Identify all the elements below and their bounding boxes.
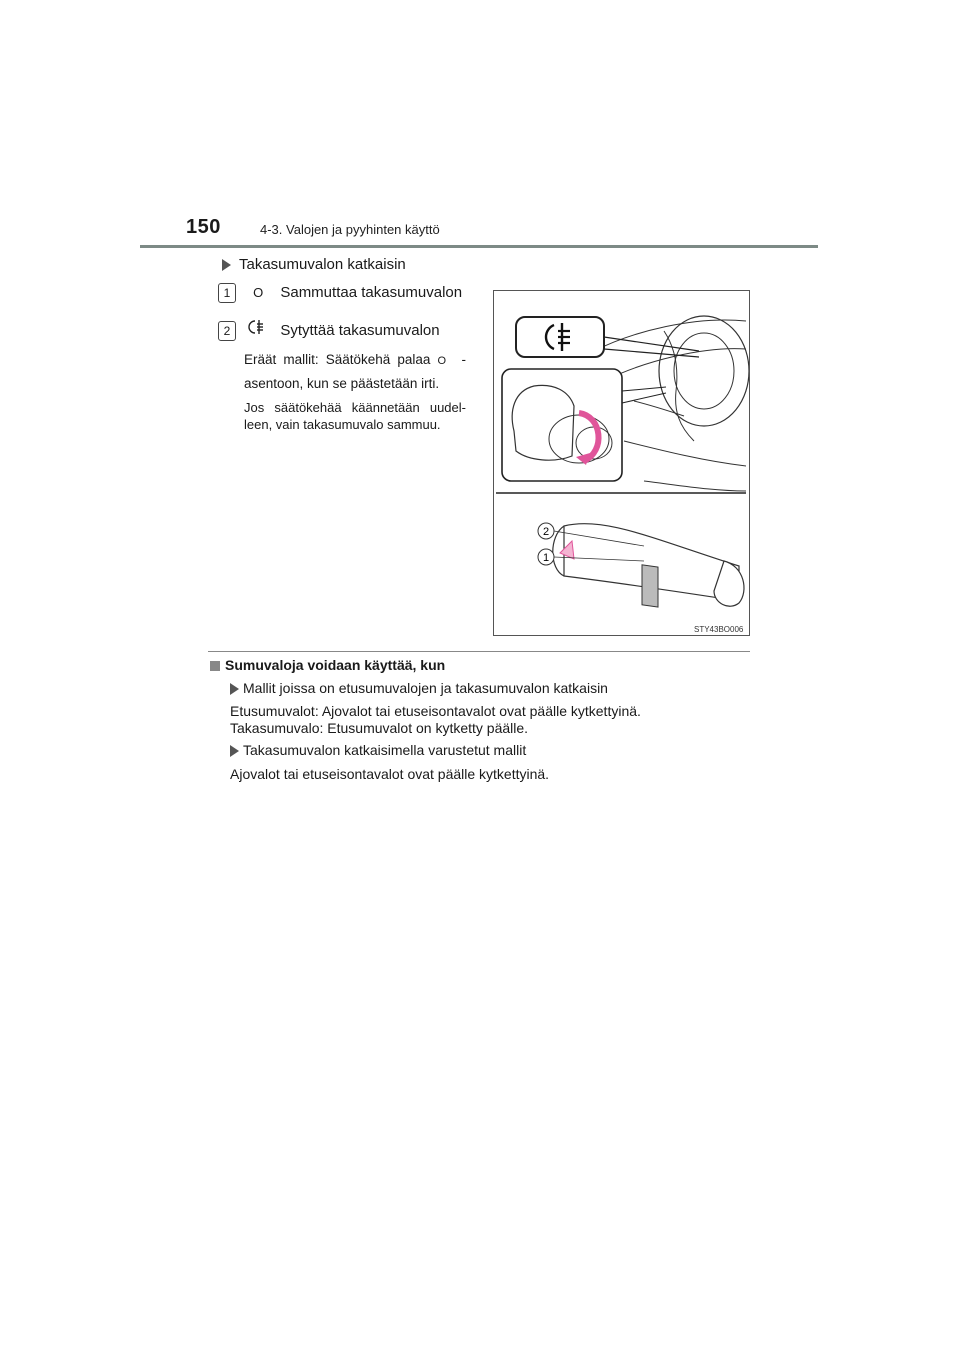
header-rule (140, 245, 818, 248)
triangle-bullet-icon (222, 259, 231, 271)
note-line-3: Jos säätökehää käännetään uudel- (244, 400, 466, 415)
model-b-heading: Takasumuvalon katkaisimella varustetut mallit (230, 742, 526, 758)
switch-illustration (493, 290, 750, 636)
item-number-2: 2 (218, 321, 236, 341)
section-title: 4-3. Valojen ja pyyhinten käyttö (260, 222, 440, 237)
triangle-bullet-icon (230, 745, 239, 757)
item-number-1: 1 (218, 283, 236, 303)
model-a-line-2: Takasumuvalo: Etusumuvalot on kytketty päälle. (230, 720, 529, 736)
model-a-line-1: Etusumuvalot: Ajovalot tai etuseisontavalot ovat päälle kytkettyinä. (230, 703, 641, 719)
switch-heading (222, 256, 406, 273)
item-off-text: Sammuttaa takasumuvalon (280, 284, 463, 301)
page-number: 150 (186, 216, 221, 238)
model-a-heading: Mallit joissa on etusumuvalojen ja takasumuvalon katkaisin (230, 680, 608, 696)
figure-code: STY43BO006 (694, 625, 744, 634)
off-position-icon: O (253, 285, 264, 300)
rear-fog-icon (240, 319, 276, 338)
switch-heading-text: Takasumuvalon katkaisin (239, 256, 406, 273)
usage-heading: Sumuvaloja voidaan käyttää, kun (210, 657, 445, 673)
item-on-text: Sytyttää takasumuvalon (280, 322, 440, 339)
section-divider (208, 651, 750, 652)
square-bullet-icon (210, 661, 220, 671)
note-line-2: asentoon, kun se päästetään irti. (244, 376, 440, 391)
item-on (218, 319, 440, 341)
triangle-bullet-icon (230, 683, 239, 695)
figure-label-2: 2 (542, 526, 550, 538)
item-off (218, 283, 462, 303)
note-line-4: leen, vain takasumuvalo sammuu. (244, 417, 441, 432)
off-position-icon: O (437, 355, 447, 367)
figure-label-1: 1 (542, 552, 550, 564)
note-line-1: Eräät mallit: Säätökehä palaa O - (244, 352, 466, 367)
model-b-line-1: Ajovalot tai etuseisontavalot ovat päälle kytkettyinä. (230, 766, 550, 782)
illustration-svg (494, 291, 749, 635)
